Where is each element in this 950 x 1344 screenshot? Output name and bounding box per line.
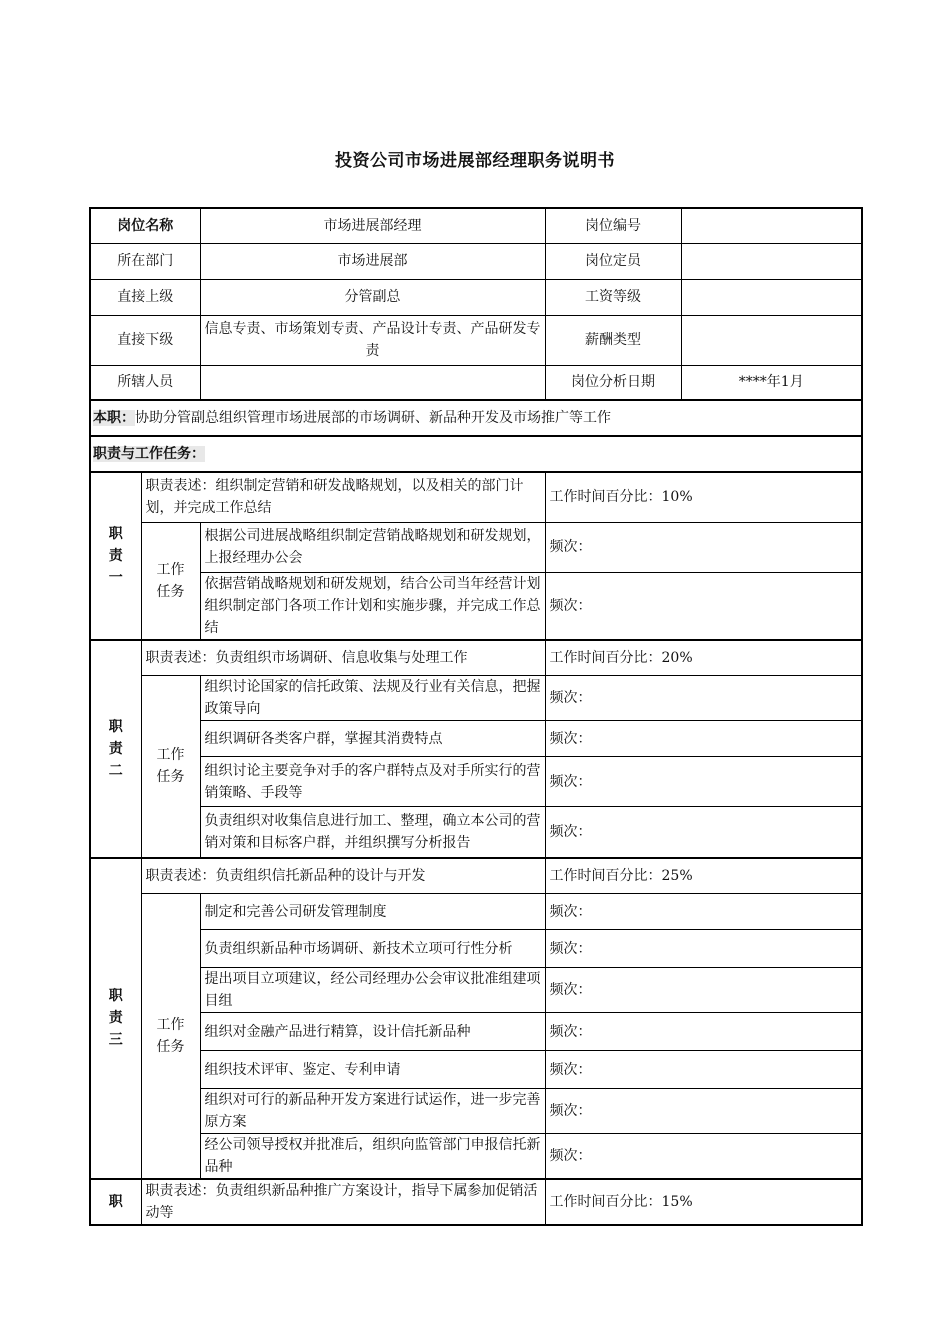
duty-pct: 工作时间百分比：10% [545,472,862,522]
info-row [90,279,862,315]
value-analysis-date: ****年1月 [681,365,862,400]
task-row [90,1134,862,1180]
duty-pct: 工作时间百分比：25% [545,858,862,894]
info-row [90,315,862,365]
label-headcount: 岗位定员 [545,243,681,279]
duties-header: 职责与工作任务： [93,446,205,462]
duty-pct: 工作时间百分比：15% [545,1179,862,1225]
summary-row [90,400,862,436]
value-position-code [681,208,862,243]
value-salary-grade [681,279,862,315]
duty-desc: 职责表述：负责组织信托新品种的设计与开发 [141,858,545,894]
task-text: 组织技术评审、鉴定、专利申请 [200,1051,545,1089]
duty-desc-row [90,472,862,522]
label-pay-type: 薪酬类型 [545,315,681,365]
task-freq: 频次： [545,894,862,930]
label-analysis-date: 岗位分析日期 [545,365,681,400]
task-row [90,1089,862,1134]
task-row [90,1013,862,1051]
label-department: 所在部门 [90,243,200,279]
duty-label: 职 责 一 [90,472,141,640]
value-staff [200,365,545,400]
task-label: 工作 任务 [141,522,200,640]
task-row [90,676,862,721]
task-text: 组织讨论主要竞争对手的客户群特点及对手所实行的营销策略、手段等 [200,757,545,807]
task-row [90,1051,862,1089]
task-row [90,968,862,1013]
task-row [90,572,862,640]
summary-label: 本职： [93,410,135,426]
label-staff: 所辖人员 [90,365,200,400]
task-text: 制定和完善公司研发管理制度 [200,894,545,930]
task-row [90,522,862,572]
duty-desc-row [90,858,862,894]
task-row [90,757,862,807]
task-freq: 频次： [545,1134,862,1180]
task-freq: 频次： [545,676,862,721]
duty-desc: 职责表述：负责组织市场调研、信息收集与处理工作 [141,640,545,676]
info-row [90,208,862,243]
task-freq: 频次： [545,1013,862,1051]
info-row [90,365,862,400]
task-row [90,894,862,930]
task-text: 提出项目立项建议，经公司经理办公会审议批准组建项目组 [200,968,545,1013]
task-freq: 频次： [545,968,862,1013]
task-freq: 频次： [545,757,862,807]
label-salary-grade: 工资等级 [545,279,681,315]
task-text: 负责组织对收集信息进行加工、整理，确立本公司的营销对策和目标客户群，并组织撰写分析报告 [200,807,545,858]
duty-pct: 工作时间百分比：20% [545,640,862,676]
task-freq: 频次： [545,807,862,858]
duty-label: 职 责 三 [90,858,141,1180]
label-direct-subordinates: 直接下级 [90,315,200,365]
duty-desc: 职责表述：组织制定营销和研发战略规划，以及相关的部门计划，并完成工作总结 [141,472,545,522]
label-direct-superior: 直接上级 [90,279,200,315]
task-text: 组织讨论国家的信托政策、法规及行业有关信息，把握政策导向 [200,676,545,721]
task-text: 依据营销战略规划和研发规划，结合公司当年经营计划组织制定部门各项工作计划和实施步骤，并完成工作总结 [200,572,545,640]
task-freq: 频次： [545,721,862,757]
task-label: 工作 任务 [141,676,200,858]
task-freq: 频次： [545,1051,862,1089]
task-freq: 频次： [545,1089,862,1134]
task-text: 负责组织新品种市场调研、新技术立项可行性分析 [200,930,545,968]
value-pay-type [681,315,862,365]
label-position-code: 岗位编号 [545,208,681,243]
duty-label: 职 责 二 [90,640,141,858]
duty-desc-row [90,640,862,676]
task-text: 组织对可行的新品种开发方案进行试运作，进一步完善原方案 [200,1089,545,1134]
task-text: 根据公司进展战略组织制定营销战略规划和研发规划，上报经理办公会 [200,522,545,572]
label-position-name: 岗位名称 [90,208,200,243]
task-freq: 频次： [545,930,862,968]
duties-header-row [90,436,862,472]
task-text: 组织调研各类客户群，掌握其消费特点 [200,721,545,757]
job-description-table [89,207,863,1226]
summary-text: 协助分管副总组织管理市场进展部的市场调研、新品种开发及市场推广等工作 [135,410,611,426]
duty-desc: 职责表述：负责组织新品种推广方案设计，指导下属参加促销活动等 [141,1179,545,1225]
task-row [90,807,862,858]
value-position-name: 市场进展部经理 [200,208,545,243]
info-row [90,243,862,279]
value-headcount [681,243,862,279]
duty-desc-row [90,1179,862,1225]
value-department: 市场进展部 [200,243,545,279]
task-row [90,721,862,757]
task-label: 工作 任务 [141,894,200,1180]
task-text: 经公司领导授权并批准后，组织向监管部门申报信托新品种 [200,1134,545,1180]
duty-label: 职 [90,1179,141,1225]
document-title: 投资公司市场进展部经理职务说明书 [335,151,615,171]
task-row [90,930,862,968]
task-freq: 频次： [545,572,862,640]
value-direct-subordinates: 信息专责、市场策划专责、产品设计专责、产品研发专责 [200,315,545,365]
task-text: 组织对金融产品进行精算，设计信托新品种 [200,1013,545,1051]
value-direct-superior: 分管副总 [200,279,545,315]
task-freq: 频次： [545,522,862,572]
